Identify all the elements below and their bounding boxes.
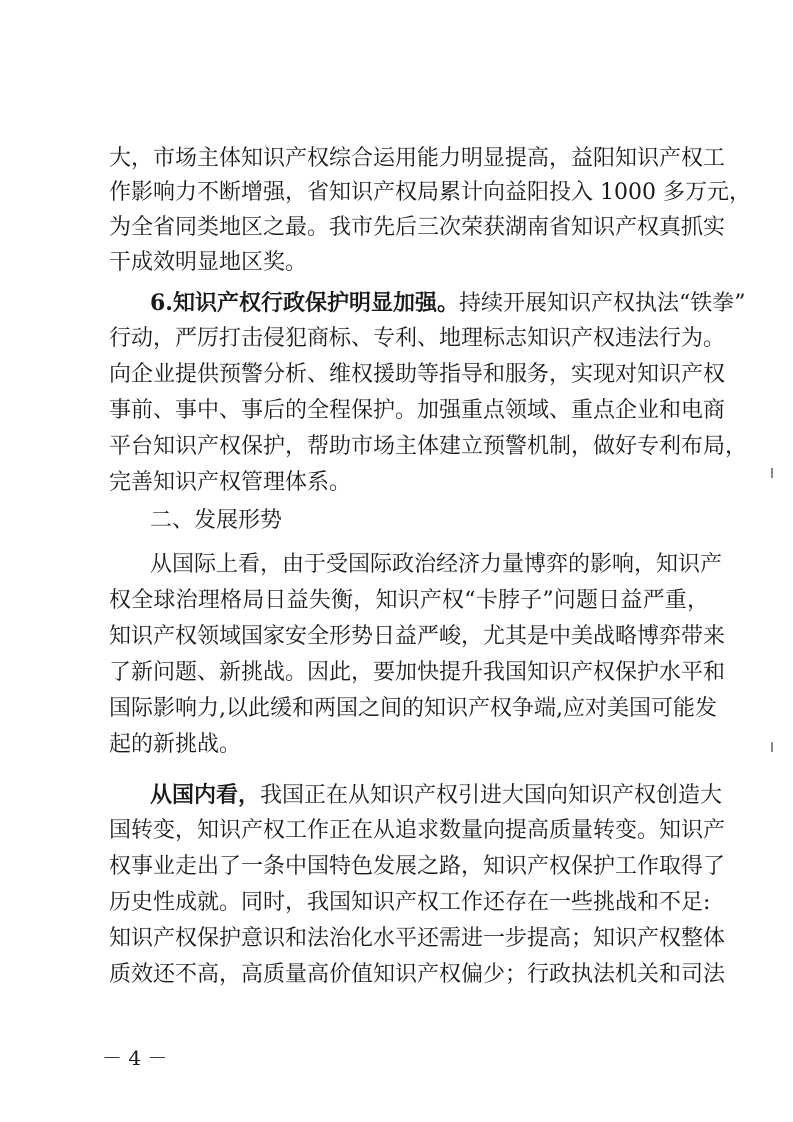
scan-mark	[771, 742, 773, 752]
paragraph-lead-title: 6.知识产权行政保护明显加强。	[150, 290, 459, 316]
paragraph-line: 事前、事中、事后的全程保护。加强重点领域、重点企业和电商	[109, 398, 726, 423]
paragraph-line: 权全球治理格局日益失衡，知识产权“卡脖子”问题日益严重，	[109, 588, 709, 613]
paragraph-line: 从国际上看，由于受国际政治经济力量博弈的影响，知识产	[150, 552, 723, 577]
paragraph-lead-text: 我国正在从知识产权引进大国向知识产权创造大	[260, 783, 723, 808]
paragraph-lead-text: 持续开展知识产权执法“铁拳”	[458, 291, 746, 316]
paragraph-line: 向企业提供预警分析、维权援助等指导和服务，实现对知识产权	[109, 362, 726, 387]
paragraph-line: 国际影响力,以此缓和两国之间的知识产权争端,应对美国可能发	[109, 696, 717, 721]
paragraph-line: 完善知识产权管理体系。	[109, 470, 352, 495]
paragraph-line: 权事业走出了一条中国特色发展之路，知识产权保护工作取得了	[109, 854, 726, 879]
page-number: － 4 －	[102, 1046, 168, 1070]
paragraph-line: 了新问题、新挑战。因此，要加快提升我国知识产权保护水平和	[109, 660, 726, 685]
paragraph-line: 历史性成就。同时，我国知识产权工作还存在一些挑战和不足:	[109, 890, 711, 915]
scan-mark	[771, 468, 773, 478]
paragraph-line: 作影响力不断增强，省知识产权局累计向益阳投入 1000 多万元，	[109, 180, 751, 205]
paragraph-line: 平台知识产权保护，帮助市场主体建立预警机制，做好专利布局，	[109, 434, 748, 459]
paragraph-line: 起的新挑战。	[109, 732, 242, 757]
paragraph-line	[150, 782, 723, 809]
section-heading: 二、发展形势	[150, 508, 283, 533]
paragraph-lead-line	[150, 290, 746, 317]
paragraph-line: 行动，严厉打击侵犯商标、专利、地理标志知识产权违法行为。	[109, 326, 726, 351]
paragraph-line: 知识产权保护意识和法治化水平还需进一步提高；知识产权整体	[109, 926, 726, 951]
paragraph-line: 干成效明显地区奖。	[109, 250, 308, 275]
paragraph-line: 为全省同类地区之最。我市先后三次荣获湖南省知识产权真抓实	[109, 215, 726, 240]
paragraph-line: 大，市场主体知识产权综合运用能力明显提高，益阳知识产权工	[109, 146, 726, 171]
paragraph-line: 知识产权领域国家安全形势日益严峻，尤其是中美战略博弈带来	[109, 624, 726, 649]
paragraph-line: 国转变，知识产权工作正在从追求数量向提高质量转变。知识产	[109, 818, 726, 843]
paragraph-line: 质效还不高，高质量高价值知识产权偏少；行政执法机关和司法	[109, 962, 726, 987]
paragraph-lead-title: 从国内看，	[150, 782, 261, 808]
